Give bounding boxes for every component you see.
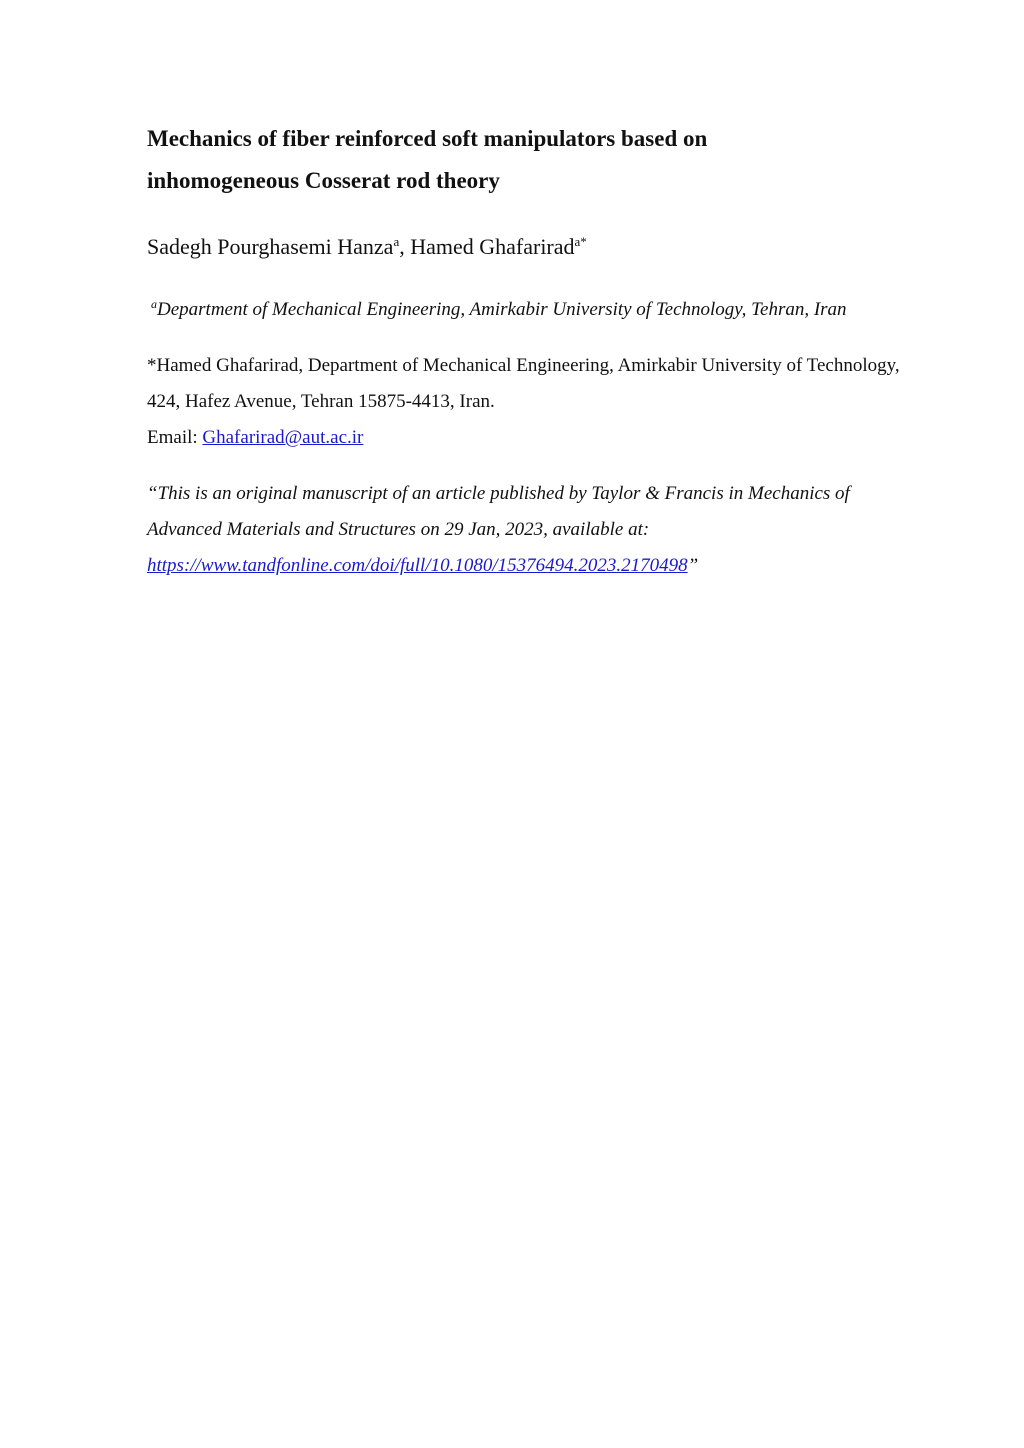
author-list <box>147 232 907 262</box>
author-name: Sadegh Pourghasemi Hanza <box>147 234 394 259</box>
title-page <box>147 118 907 584</box>
affiliation-mark: a <box>151 297 157 311</box>
publication-note-text: “This is an original manuscript of an article published by Taylor & Francis in Mechanics of Advanced Materials and Structures on 29 Jan, 2023, available at: <box>147 483 850 540</box>
title-line-2: inhomogeneous Cosserat rod theory <box>147 168 500 193</box>
corresponding-address: *Hamed Ghafarirad, Department of Mechanical Engineering, Amirkabir University of Technology, 424, Hafez Avenue, Tehran 15875-4413, Iran. <box>147 355 900 412</box>
affiliation-text: Department of Mechanical Engineering, Amirkabir University of Technology, Tehran, Iran <box>157 299 847 320</box>
email-line <box>147 420 907 456</box>
doi-link[interactable]: https://www.tandfonline.com/doi/full/10.1080/15376494.2023.2170498 <box>147 555 688 576</box>
title-line-1: Mechanics of fiber reinforced soft manipulators based on <box>147 126 708 151</box>
email-label: Email: <box>147 427 203 448</box>
author-separator: , <box>399 234 411 259</box>
affiliation <box>147 292 907 328</box>
author-name: Hamed Ghafarirad <box>410 234 575 259</box>
closing-quote: ” <box>687 555 699 576</box>
publication-note <box>147 476 907 584</box>
author-affiliation-mark: a* <box>574 234 587 249</box>
corresponding-author <box>147 348 907 456</box>
email-link[interactable]: Ghafarirad@aut.ac.ir <box>202 427 364 448</box>
author-affiliation-mark: a <box>393 234 400 249</box>
paper-title <box>147 118 907 202</box>
